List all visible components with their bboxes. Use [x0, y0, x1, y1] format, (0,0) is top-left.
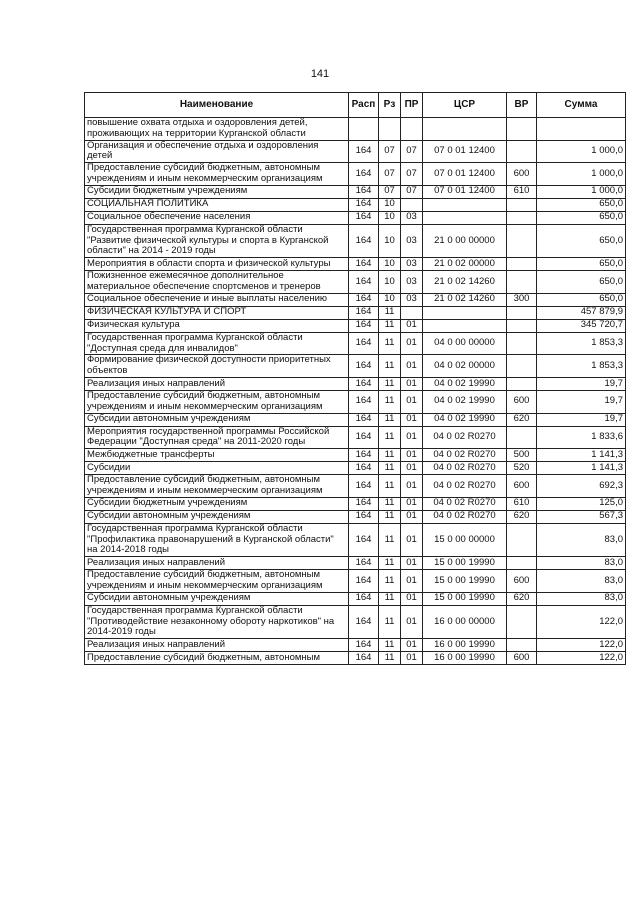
- cell-vr: [507, 306, 537, 319]
- cell-rz: 07: [379, 140, 401, 163]
- cell-rasp: 164: [349, 592, 379, 605]
- cell-summa: 1 853,3: [537, 332, 626, 355]
- cell-summa: 1 833,6: [537, 426, 626, 449]
- table-row: [85, 224, 626, 257]
- cell-name: Формирование физической доступности приоритетных объектов: [85, 355, 349, 378]
- cell-rasp: 164: [349, 413, 379, 426]
- cell-rasp: 164: [349, 605, 379, 638]
- cell-csr: 15 0 00 19990: [423, 557, 507, 570]
- cell-pr: 01: [401, 377, 423, 390]
- cell-rasp: 164: [349, 449, 379, 462]
- table-row: [85, 475, 626, 498]
- cell-csr: 21 0 00 00000: [423, 224, 507, 257]
- table-row: [85, 377, 626, 390]
- cell-summa: 122,0: [537, 605, 626, 638]
- cell-csr: 04 0 02 R0270: [423, 475, 507, 498]
- cell-rz: 11: [379, 332, 401, 355]
- cell-rz: 11: [379, 355, 401, 378]
- cell-vr: [507, 523, 537, 556]
- cell-summa: 650,0: [537, 211, 626, 224]
- cell-csr: 16 0 00 19990: [423, 652, 507, 665]
- cell-pr: 01: [401, 449, 423, 462]
- cell-name: ФИЗИЧЕСКАЯ КУЛЬТУРА И СПОРТ: [85, 306, 349, 319]
- table-row: [85, 557, 626, 570]
- cell-rz: 11: [379, 426, 401, 449]
- cell-vr: [507, 271, 537, 294]
- table-header-row: [85, 93, 626, 118]
- cell-name: Предоставление субсидий бюджетным, автономным учреждениям и иным некоммерческим организациям: [85, 390, 349, 413]
- table-row: [85, 652, 626, 665]
- cell-rasp: 164: [349, 258, 379, 271]
- cell-rz: 11: [379, 377, 401, 390]
- cell-rasp: 164: [349, 306, 379, 319]
- cell-csr: [423, 198, 507, 211]
- cell-csr: 07 0 01 12400: [423, 163, 507, 186]
- cell-summa: 650,0: [537, 258, 626, 271]
- cell-rz: 11: [379, 510, 401, 523]
- cell-summa: 692,3: [537, 475, 626, 498]
- cell-vr: [507, 426, 537, 449]
- header-vr: ВР: [507, 93, 537, 118]
- cell-vr: 600: [507, 390, 537, 413]
- cell-pr: 01: [401, 592, 423, 605]
- margin-mark: [22, 58, 23, 59]
- cell-summa: 650,0: [537, 224, 626, 257]
- cell-pr: 01: [401, 462, 423, 475]
- cell-name: СОЦИАЛЬНАЯ ПОЛИТИКА: [85, 198, 349, 211]
- cell-rz: 11: [379, 413, 401, 426]
- table-row: [85, 413, 626, 426]
- cell-csr: 21 0 02 00000: [423, 258, 507, 271]
- cell-pr: 01: [401, 497, 423, 510]
- cell-name: Государственная программа Курганской области "Развитие физической культуры и спорта в Курганской области" на 2014 - 2019 годы: [85, 224, 349, 257]
- cell-csr: [423, 319, 507, 332]
- cell-pr: 01: [401, 390, 423, 413]
- table-row: [85, 332, 626, 355]
- cell-rz: 10: [379, 271, 401, 294]
- cell-csr: 15 0 00 00000: [423, 523, 507, 556]
- cell-name: Мероприятия в области спорта и физической культуры: [85, 258, 349, 271]
- table-row: [85, 319, 626, 332]
- cell-vr: [507, 258, 537, 271]
- cell-csr: 04 0 02 R0270: [423, 426, 507, 449]
- cell-rz: 11: [379, 557, 401, 570]
- cell-name: Социальное обеспечение и иные выплаты населению: [85, 293, 349, 306]
- cell-pr: 01: [401, 355, 423, 378]
- cell-summa: 125,0: [537, 497, 626, 510]
- cell-rasp: 164: [349, 163, 379, 186]
- cell-vr: [507, 319, 537, 332]
- cell-pr: 03: [401, 258, 423, 271]
- cell-vr: [507, 224, 537, 257]
- cell-vr: [507, 140, 537, 163]
- cell-summa: 83,0: [537, 523, 626, 556]
- cell-vr: 600: [507, 652, 537, 665]
- cell-vr: 620: [507, 413, 537, 426]
- cell-rasp: 164: [349, 224, 379, 257]
- cell-vr: [507, 118, 537, 141]
- header-name: Наименование: [85, 93, 349, 118]
- cell-name: Субсидии автономным учреждениям: [85, 413, 349, 426]
- cell-csr: 07 0 01 12400: [423, 140, 507, 163]
- cell-vr: [507, 355, 537, 378]
- cell-pr: 03: [401, 271, 423, 294]
- cell-name: Мероприятия государственной программы Российской Федерации "Доступная среда" на 2011-2020 годы: [85, 426, 349, 449]
- cell-vr: 300: [507, 293, 537, 306]
- table-row: [85, 355, 626, 378]
- cell-vr: 520: [507, 462, 537, 475]
- cell-rasp: 164: [349, 319, 379, 332]
- cell-name: Пожизненное ежемесячное дополнительное материальное обеспечение спортсменов и тренеров: [85, 271, 349, 294]
- cell-csr: 04 0 02 R0270: [423, 510, 507, 523]
- cell-vr: 600: [507, 163, 537, 186]
- cell-pr: 01: [401, 639, 423, 652]
- cell-csr: 04 0 02 19990: [423, 413, 507, 426]
- cell-pr: 01: [401, 475, 423, 498]
- cell-csr: 04 0 02 19990: [423, 390, 507, 413]
- budget-table: [84, 92, 626, 665]
- table-row: [85, 449, 626, 462]
- cell-pr: 01: [401, 426, 423, 449]
- cell-pr: 03: [401, 211, 423, 224]
- cell-rasp: 164: [349, 462, 379, 475]
- cell-rz: 11: [379, 306, 401, 319]
- cell-vr: 600: [507, 475, 537, 498]
- cell-pr: 07: [401, 185, 423, 198]
- table-row: [85, 510, 626, 523]
- cell-name: Субсидии автономным учреждениям: [85, 510, 349, 523]
- cell-vr: [507, 332, 537, 355]
- cell-rz: 10: [379, 211, 401, 224]
- cell-summa: 650,0: [537, 198, 626, 211]
- cell-rasp: 164: [349, 426, 379, 449]
- cell-csr: [423, 118, 507, 141]
- cell-summa: 1 000,0: [537, 185, 626, 198]
- cell-csr: [423, 211, 507, 224]
- cell-rz: 11: [379, 319, 401, 332]
- cell-rz: 11: [379, 592, 401, 605]
- cell-pr: 01: [401, 332, 423, 355]
- cell-rz: 11: [379, 390, 401, 413]
- cell-rasp: 164: [349, 497, 379, 510]
- cell-pr: [401, 306, 423, 319]
- cell-name: Предоставление субсидий бюджетным, автономным учреждениям и иным некоммерческим организациям: [85, 570, 349, 593]
- cell-pr: 07: [401, 163, 423, 186]
- cell-rasp: 164: [349, 211, 379, 224]
- cell-rasp: 164: [349, 390, 379, 413]
- cell-rasp: 164: [349, 185, 379, 198]
- cell-csr: 04 0 02 R0270: [423, 449, 507, 462]
- header-summa: Сумма: [537, 93, 626, 118]
- table-row: [85, 639, 626, 652]
- cell-rasp: 164: [349, 355, 379, 378]
- cell-name: Физическая культура: [85, 319, 349, 332]
- table-body: [85, 118, 626, 665]
- table-row: [85, 258, 626, 271]
- cell-name: Организация и обеспечение отдыха и оздоровления детей: [85, 140, 349, 163]
- cell-rz: 07: [379, 163, 401, 186]
- table-row: [85, 306, 626, 319]
- table-row: [85, 271, 626, 294]
- cell-rz: 10: [379, 198, 401, 211]
- cell-vr: 600: [507, 570, 537, 593]
- cell-rz: 11: [379, 652, 401, 665]
- cell-rz: 11: [379, 449, 401, 462]
- table-row: [85, 605, 626, 638]
- page-number: 141: [310, 68, 330, 80]
- cell-name: Реализация иных направлений: [85, 639, 349, 652]
- cell-rasp: 164: [349, 140, 379, 163]
- cell-summa: 122,0: [537, 652, 626, 665]
- cell-pr: 01: [401, 413, 423, 426]
- cell-vr: 500: [507, 449, 537, 462]
- cell-rz: 07: [379, 185, 401, 198]
- cell-pr: 07: [401, 140, 423, 163]
- cell-csr: 04 0 02 00000: [423, 355, 507, 378]
- cell-name: повышение охвата отдыха и оздоровления детей, проживающих на территории Курганской области: [85, 118, 349, 141]
- cell-summa: 83,0: [537, 570, 626, 593]
- cell-summa: 567,3: [537, 510, 626, 523]
- cell-rz: 11: [379, 475, 401, 498]
- table-row: [85, 293, 626, 306]
- cell-pr: 01: [401, 510, 423, 523]
- cell-pr: [401, 118, 423, 141]
- cell-summa: 19,7: [537, 413, 626, 426]
- cell-pr: 01: [401, 570, 423, 593]
- cell-pr: 01: [401, 319, 423, 332]
- cell-pr: 01: [401, 605, 423, 638]
- cell-name: Предоставление субсидий бюджетным, автономным учреждениям и иным некоммерческим организациям: [85, 475, 349, 498]
- cell-csr: 16 0 00 19990: [423, 639, 507, 652]
- cell-summa: 650,0: [537, 271, 626, 294]
- cell-csr: 21 0 02 14260: [423, 271, 507, 294]
- cell-vr: [507, 605, 537, 638]
- cell-rasp: 164: [349, 293, 379, 306]
- cell-name: Государственная программа Курганской области "Противодействие незаконному обороту наркотиков" на 2014-2019 годы: [85, 605, 349, 638]
- cell-name: Межбюджетные трансферты: [85, 449, 349, 462]
- cell-summa: 19,7: [537, 377, 626, 390]
- header-csr: ЦСР: [423, 93, 507, 118]
- header-rasp: Расп: [349, 93, 379, 118]
- header-rz: Рз: [379, 93, 401, 118]
- cell-rasp: 164: [349, 652, 379, 665]
- cell-rz: 11: [379, 462, 401, 475]
- cell-pr: 03: [401, 293, 423, 306]
- cell-summa: 650,0: [537, 293, 626, 306]
- header-pr: ПР: [401, 93, 423, 118]
- cell-name: Государственная программа Курганской области "Доступная среда для инвалидов": [85, 332, 349, 355]
- table-row: [85, 140, 626, 163]
- cell-pr: [401, 198, 423, 211]
- table-row: [85, 523, 626, 556]
- cell-rasp: 164: [349, 377, 379, 390]
- cell-rasp: [349, 118, 379, 141]
- cell-csr: 15 0 00 19990: [423, 570, 507, 593]
- cell-rz: 11: [379, 639, 401, 652]
- cell-summa: [537, 118, 626, 141]
- cell-csr: 07 0 01 12400: [423, 185, 507, 198]
- cell-vr: 620: [507, 510, 537, 523]
- cell-rz: 11: [379, 570, 401, 593]
- cell-name: Государственная программа Курганской области "Профилактика правонарушений в Курганской области" на 2014-2018 годы: [85, 523, 349, 556]
- cell-rasp: 164: [349, 198, 379, 211]
- cell-summa: 83,0: [537, 557, 626, 570]
- cell-summa: 457 879,9: [537, 306, 626, 319]
- cell-rz: 10: [379, 258, 401, 271]
- cell-summa: 19,7: [537, 390, 626, 413]
- cell-rasp: 164: [349, 332, 379, 355]
- cell-rasp: 164: [349, 271, 379, 294]
- cell-rasp: 164: [349, 639, 379, 652]
- cell-vr: [507, 639, 537, 652]
- cell-csr: 21 0 02 14260: [423, 293, 507, 306]
- cell-summa: 1 000,0: [537, 140, 626, 163]
- cell-vr: 610: [507, 185, 537, 198]
- cell-summa: 1 141,3: [537, 462, 626, 475]
- cell-name: Предоставление субсидий бюджетным, автономным учреждениям и иным некоммерческим организациям: [85, 163, 349, 186]
- cell-summa: 83,0: [537, 592, 626, 605]
- cell-rasp: 164: [349, 557, 379, 570]
- cell-name: Субсидии бюджетным учреждениям: [85, 497, 349, 510]
- table-row: [85, 198, 626, 211]
- cell-vr: [507, 198, 537, 211]
- cell-name: Субсидии: [85, 462, 349, 475]
- cell-summa: 1 853,3: [537, 355, 626, 378]
- cell-summa: 1 141,3: [537, 449, 626, 462]
- cell-rasp: 164: [349, 570, 379, 593]
- cell-csr: 15 0 00 19990: [423, 592, 507, 605]
- cell-csr: 04 0 02 R0270: [423, 497, 507, 510]
- cell-pr: 01: [401, 652, 423, 665]
- cell-csr: [423, 306, 507, 319]
- cell-csr: 04 0 02 19990: [423, 377, 507, 390]
- cell-vr: [507, 377, 537, 390]
- cell-rz: [379, 118, 401, 141]
- cell-name: Субсидии автономным учреждениям: [85, 592, 349, 605]
- cell-name: Социальное обеспечение населения: [85, 211, 349, 224]
- cell-pr: 03: [401, 224, 423, 257]
- table-row: [85, 211, 626, 224]
- cell-rasp: 164: [349, 523, 379, 556]
- table-row: [85, 163, 626, 186]
- table-row: [85, 592, 626, 605]
- cell-pr: 01: [401, 523, 423, 556]
- cell-rz: 11: [379, 605, 401, 638]
- table-row: [85, 426, 626, 449]
- cell-csr: 04 0 02 R0270: [423, 462, 507, 475]
- cell-csr: 04 0 00 00000: [423, 332, 507, 355]
- cell-rz: 11: [379, 523, 401, 556]
- table-row: [85, 462, 626, 475]
- cell-summa: 345 720,7: [537, 319, 626, 332]
- cell-rz: 11: [379, 497, 401, 510]
- table-row: [85, 497, 626, 510]
- cell-vr: 620: [507, 592, 537, 605]
- table-row: [85, 570, 626, 593]
- cell-pr: 01: [401, 557, 423, 570]
- table-row: [85, 118, 626, 141]
- cell-rasp: 164: [349, 510, 379, 523]
- cell-name: Субсидии бюджетным учреждениям: [85, 185, 349, 198]
- table-row: [85, 390, 626, 413]
- cell-name: Реализация иных направлений: [85, 557, 349, 570]
- cell-rasp: 164: [349, 475, 379, 498]
- cell-rz: 10: [379, 224, 401, 257]
- table-row: [85, 185, 626, 198]
- cell-vr: [507, 211, 537, 224]
- cell-rz: 10: [379, 293, 401, 306]
- cell-csr: 16 0 00 00000: [423, 605, 507, 638]
- cell-summa: 122,0: [537, 639, 626, 652]
- cell-vr: 610: [507, 497, 537, 510]
- cell-summa: 1 000,0: [537, 163, 626, 186]
- cell-name: Предоставление субсидий бюджетным, автономным: [85, 652, 349, 665]
- cell-vr: [507, 557, 537, 570]
- cell-name: Реализация иных направлений: [85, 377, 349, 390]
